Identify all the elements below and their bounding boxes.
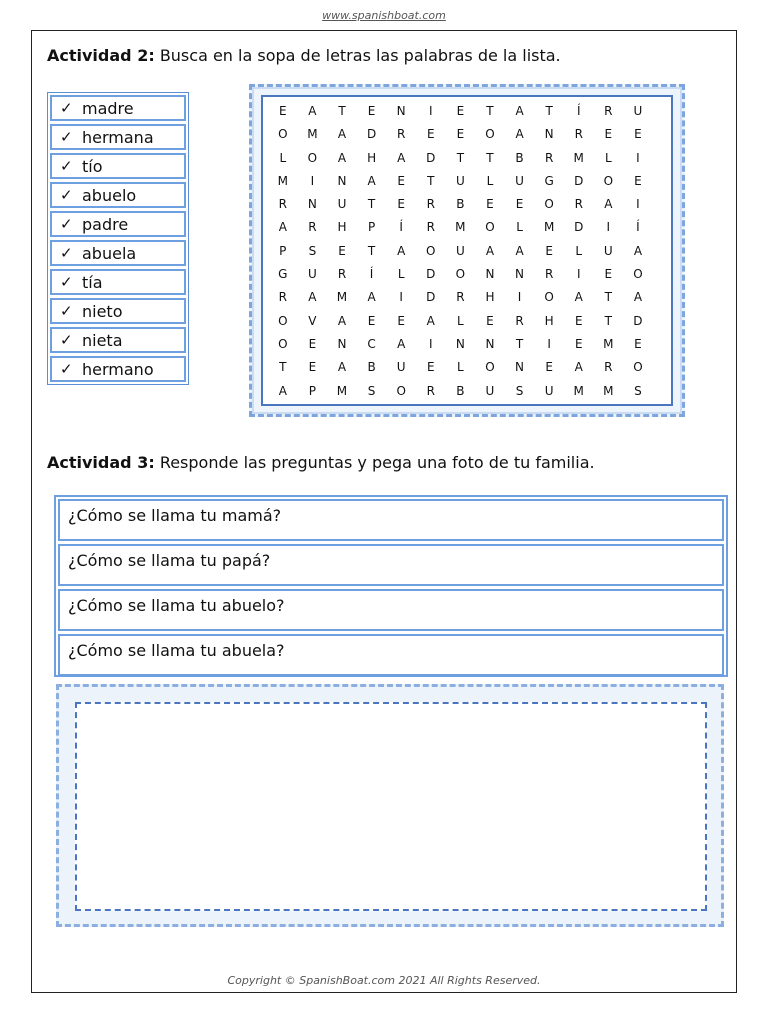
checkmark-icon: ✓ xyxy=(60,128,73,146)
grid-letter[interactable]: S xyxy=(367,383,376,398)
grid-letter[interactable]: S xyxy=(634,383,642,398)
grid-letter[interactable]: E xyxy=(515,197,524,212)
grid-letter[interactable]: R xyxy=(278,197,287,212)
word-label: tío xyxy=(82,156,103,176)
grid-letter[interactable]: Í xyxy=(369,267,374,282)
grid-letter[interactable]: A xyxy=(515,104,524,118)
grid-letter[interactable]: D xyxy=(574,220,584,235)
grid-letter[interactable]: R xyxy=(515,313,524,328)
grid-letter[interactable]: T xyxy=(367,197,376,212)
grid-letter[interactable]: E xyxy=(367,104,376,118)
grid-letter[interactable]: L xyxy=(397,267,405,282)
grid-letter[interactable]: U xyxy=(396,360,406,375)
grid-letter[interactable]: T xyxy=(545,104,553,118)
grid-letter[interactable]: L xyxy=(457,360,464,375)
grid-letter[interactable]: I xyxy=(547,336,551,351)
grid-letter[interactable]: A xyxy=(278,220,287,235)
grid-letter[interactable]: A xyxy=(337,360,347,375)
question-item[interactable]: ¿Cómo se llama tu abuelo? xyxy=(58,589,724,631)
grid-letter[interactable]: E xyxy=(604,267,613,282)
grid-letter[interactable]: I xyxy=(428,336,433,351)
word-label: tía xyxy=(82,272,103,292)
word-label: madre xyxy=(82,98,134,118)
grid-letter[interactable]: T xyxy=(367,243,376,258)
grid-letter[interactable]: O xyxy=(485,127,495,142)
word-label: abuelo xyxy=(82,185,137,205)
grid-letter[interactable]: N xyxy=(396,104,406,118)
word-list-item xyxy=(50,269,186,295)
grid-letter[interactable]: S xyxy=(308,243,317,258)
grid-letter[interactable]: R xyxy=(604,360,613,375)
grid-letter[interactable]: E xyxy=(574,313,583,328)
checkmark-icon: ✓ xyxy=(60,360,73,378)
grid-letter[interactable]: A xyxy=(367,290,376,305)
word-list-item xyxy=(50,124,186,150)
grid-letter[interactable]: E xyxy=(604,127,613,142)
grid-letter[interactable]: A xyxy=(633,243,643,258)
activity-2-label: Actividad 2: xyxy=(47,46,155,65)
word-label: nieto xyxy=(82,301,123,321)
grid-letter[interactable]: R xyxy=(544,150,554,165)
photo-area[interactable] xyxy=(75,702,707,911)
grid-letter[interactable]: T xyxy=(486,150,494,165)
grid-letter[interactable]: R xyxy=(278,290,287,305)
grid-letter[interactable]: E xyxy=(397,173,405,188)
site-url[interactable]: www.spanishboat.com xyxy=(322,9,446,22)
grid-letter[interactable]: A xyxy=(574,360,583,375)
activity-2-instruction: Busca en la sopa de letras las palabras de la lista. xyxy=(159,46,561,65)
word-search-frame xyxy=(249,84,685,417)
grid-letter[interactable]: T xyxy=(456,150,465,165)
grid-letter[interactable]: Í xyxy=(636,220,640,235)
checkmark-icon: ✓ xyxy=(60,186,73,204)
grid-letter[interactable]: N xyxy=(485,267,495,282)
grid-letter[interactable]: L xyxy=(575,243,583,258)
grid-letter[interactable]: E xyxy=(634,336,642,351)
grid-letter[interactable]: U xyxy=(455,243,465,258)
question-item[interactable]: ¿Cómo se llama tu mamá? xyxy=(58,499,724,541)
word-list-item xyxy=(50,153,186,179)
word-list-item xyxy=(50,240,186,266)
grid-letter[interactable]: O xyxy=(633,360,643,375)
grid-letter[interactable]: A xyxy=(397,336,406,351)
grid-letter[interactable]: D xyxy=(366,127,377,142)
grid-letter[interactable]: A xyxy=(337,127,347,142)
grid-letter[interactable]: M xyxy=(336,290,348,305)
grid-letter[interactable]: R xyxy=(604,104,613,118)
grid-letter[interactable]: R xyxy=(426,197,435,212)
grid-letter[interactable]: M xyxy=(455,220,466,235)
grid-letter[interactable]: O xyxy=(278,313,288,328)
grid-letter[interactable]: D xyxy=(426,150,436,165)
copyright-notice: Copyright © SpanishBoat.com 2021 All Rights Reserved. xyxy=(227,974,541,987)
grid-letter[interactable]: A xyxy=(426,313,435,328)
activity-3-heading xyxy=(47,453,595,472)
grid-letter[interactable]: M xyxy=(573,150,584,165)
grid-letter[interactable]: T xyxy=(604,313,612,328)
grid-letter[interactable]: B xyxy=(456,383,465,398)
checkmark-icon: ✓ xyxy=(60,99,73,117)
checkmark-icon: ✓ xyxy=(60,244,73,262)
grid-letter[interactable]: E xyxy=(486,313,494,328)
grid-letter[interactable]: E xyxy=(574,336,583,351)
questions-box xyxy=(54,495,728,677)
grid-letter[interactable]: O xyxy=(544,290,554,305)
grid-letter[interactable]: E xyxy=(397,197,405,212)
grid-letter[interactable]: P xyxy=(367,220,376,235)
grid-letter[interactable]: L xyxy=(604,150,612,165)
grid-letter[interactable]: U xyxy=(337,197,347,212)
grid-letter[interactable]: E xyxy=(338,243,346,258)
checkmark-icon: ✓ xyxy=(60,157,73,175)
photo-frame xyxy=(56,684,724,927)
grid-letter[interactable]: U xyxy=(485,383,495,398)
grid-letter[interactable]: Í xyxy=(576,104,581,118)
grid-letter[interactable]: O xyxy=(426,243,436,258)
grid-letter[interactable]: B xyxy=(456,197,465,212)
grid-letter[interactable]: E xyxy=(308,360,317,375)
grid-letter[interactable]: A xyxy=(278,383,287,398)
grid-letter[interactable]: H xyxy=(485,290,495,305)
grid-letter[interactable]: H xyxy=(337,220,347,235)
activity-2-heading xyxy=(47,46,561,65)
grid-letter[interactable]: H xyxy=(544,313,554,328)
grid-letter[interactable]: I xyxy=(636,197,640,212)
grid-letter[interactable]: E xyxy=(367,313,376,328)
grid-letter[interactable]: T xyxy=(515,336,524,351)
word-label: nieta xyxy=(82,330,123,350)
grid-letter[interactable]: A xyxy=(604,197,613,212)
grid-letter[interactable]: L xyxy=(486,173,494,188)
grid-letter[interactable]: V xyxy=(308,313,317,328)
grid-letter[interactable]: R xyxy=(397,127,406,142)
grid-letter[interactable]: O xyxy=(396,383,406,398)
grid-letter[interactable]: A xyxy=(397,150,406,165)
word-search-grid xyxy=(268,100,653,403)
grid-letter[interactable]: S xyxy=(515,383,524,398)
grid-letter[interactable]: M xyxy=(603,336,614,351)
grid-letter[interactable]: I xyxy=(310,173,315,188)
grid-letter[interactable]: E xyxy=(545,243,553,258)
grid-letter[interactable]: I xyxy=(399,290,403,305)
grid-letter[interactable]: P xyxy=(279,243,287,258)
grid-letter[interactable]: U xyxy=(307,267,317,282)
word-label: hermana xyxy=(82,127,154,147)
grid-letter[interactable]: R xyxy=(574,197,583,212)
word-list-item xyxy=(50,327,186,353)
word-list-item xyxy=(50,356,186,382)
grid-letter[interactable]: E xyxy=(279,104,287,118)
grid-letter[interactable]: T xyxy=(338,104,346,118)
grid-letter[interactable]: H xyxy=(367,150,377,165)
word-search-inner xyxy=(261,95,673,406)
grid-letter[interactable]: T xyxy=(427,173,435,188)
grid-letter[interactable]: I xyxy=(428,104,433,118)
checkmark-icon: ✓ xyxy=(60,215,73,233)
grid-letter[interactable]: O xyxy=(544,197,554,212)
grid-letter[interactable]: A xyxy=(633,290,643,305)
word-label: abuela xyxy=(82,243,137,263)
grid-letter[interactable]: C xyxy=(367,336,376,351)
grid-letter[interactable]: I xyxy=(576,267,581,282)
grid-letter[interactable]: D xyxy=(574,173,584,188)
word-list-item xyxy=(50,211,186,237)
grid-letter[interactable]: N xyxy=(515,267,525,282)
grid-letter[interactable]: O xyxy=(603,173,614,188)
grid-letter[interactable]: I xyxy=(636,150,640,165)
grid-letter[interactable]: R xyxy=(426,220,435,235)
grid-letter[interactable]: L xyxy=(516,220,523,235)
activity-3-instruction: Responde las preguntas y pega una foto de tu familia. xyxy=(159,453,595,472)
grid-letter[interactable]: A xyxy=(485,243,495,258)
grid-letter[interactable]: U xyxy=(515,173,524,188)
grid-letter[interactable]: E xyxy=(486,197,494,212)
grid-letter[interactable]: O xyxy=(307,150,318,165)
grid-letter[interactable]: R xyxy=(544,267,554,282)
grid-letter[interactable]: U xyxy=(455,173,465,188)
grid-letter[interactable]: E xyxy=(634,173,642,188)
grid-letter[interactable]: A xyxy=(367,173,376,188)
word-label: padre xyxy=(82,214,129,234)
grid-letter[interactable]: E xyxy=(634,127,642,142)
grid-letter[interactable]: E xyxy=(426,360,435,375)
grid-letter[interactable]: B xyxy=(515,150,524,165)
grid-letter[interactable]: A xyxy=(337,313,347,328)
grid-letter[interactable]: R xyxy=(337,267,347,282)
grid-letter[interactable]: Í xyxy=(399,220,403,235)
grid-letter[interactable]: A xyxy=(574,290,583,305)
grid-letter[interactable]: L xyxy=(457,313,464,328)
grid-letter[interactable]: A xyxy=(515,243,524,258)
word-label: hermano xyxy=(82,359,154,379)
grid-letter[interactable]: P xyxy=(308,383,317,398)
grid-letter[interactable]: R xyxy=(456,290,465,305)
grid-letter[interactable]: L xyxy=(279,150,287,165)
grid-letter[interactable]: E xyxy=(397,313,405,328)
grid-letter[interactable]: I xyxy=(606,220,611,235)
grid-letter[interactable]: B xyxy=(367,360,376,375)
grid-letter[interactable]: O xyxy=(455,267,466,282)
grid-letter[interactable]: D xyxy=(633,313,643,328)
grid-letter[interactable]: D xyxy=(426,290,436,305)
grid-letter[interactable]: U xyxy=(633,104,643,118)
grid-letter[interactable]: E xyxy=(456,104,465,118)
grid-letter[interactable]: N xyxy=(544,127,554,142)
grid-letter[interactable]: O xyxy=(485,360,495,375)
grid-letter[interactable]: D xyxy=(426,267,436,282)
grid-letter[interactable]: A xyxy=(308,104,317,118)
grid-letter[interactable]: N xyxy=(485,336,495,351)
grid-letter[interactable]: U xyxy=(603,243,613,258)
word-list-item xyxy=(50,95,186,121)
grid-letter[interactable]: A xyxy=(308,290,317,305)
grid-letter[interactable]: E xyxy=(308,336,317,351)
grid-letter[interactable]: R xyxy=(426,383,435,398)
grid-letter[interactable]: M xyxy=(307,127,318,142)
activity-3-label: Actividad 3: xyxy=(47,453,155,472)
grid-letter[interactable]: N xyxy=(337,173,347,188)
grid-letter[interactable]: T xyxy=(486,104,494,118)
grid-letter[interactable]: O xyxy=(633,267,643,282)
grid-letter[interactable]: N xyxy=(515,360,525,375)
word-list-item xyxy=(50,182,186,208)
grid-letter[interactable]: O xyxy=(278,336,288,351)
question-item[interactable]: ¿Cómo se llama tu papá? xyxy=(58,544,724,586)
grid-letter[interactable]: O xyxy=(278,127,288,142)
word-list-item xyxy=(50,298,186,324)
grid-letter[interactable]: T xyxy=(604,290,612,305)
grid-letter[interactable]: T xyxy=(279,360,287,375)
grid-letter[interactable]: O xyxy=(485,220,495,235)
checkmark-icon: ✓ xyxy=(60,302,73,320)
grid-letter[interactable]: A xyxy=(515,127,524,142)
grid-letter[interactable]: M xyxy=(573,383,584,398)
grid-letter[interactable]: N xyxy=(455,336,465,351)
grid-letter[interactable]: M xyxy=(277,173,288,188)
grid-letter[interactable]: E xyxy=(545,360,553,375)
grid-letter[interactable]: I xyxy=(517,290,522,305)
grid-letter[interactable]: R xyxy=(308,220,317,235)
grid-letter[interactable]: M xyxy=(336,383,348,398)
checkmark-icon: ✓ xyxy=(60,273,73,291)
grid-letter[interactable]: N xyxy=(307,197,317,212)
grid-letter[interactable]: A xyxy=(337,150,347,165)
word-list xyxy=(47,92,189,385)
grid-letter[interactable]: A xyxy=(397,243,406,258)
grid-letter[interactable]: U xyxy=(544,383,554,398)
checkmark-icon: ✓ xyxy=(60,331,73,349)
question-item[interactable]: ¿Cómo se llama tu abuela? xyxy=(58,634,724,676)
grid-letter[interactable]: G xyxy=(278,267,288,282)
grid-letter[interactable]: N xyxy=(337,336,347,351)
grid-letter[interactable]: G xyxy=(544,173,554,188)
grid-letter[interactable]: R xyxy=(574,127,583,142)
grid-letter[interactable]: E xyxy=(456,127,465,142)
grid-letter[interactable]: M xyxy=(543,220,555,235)
grid-letter[interactable]: M xyxy=(603,383,614,398)
grid-letter[interactable]: E xyxy=(426,127,435,142)
